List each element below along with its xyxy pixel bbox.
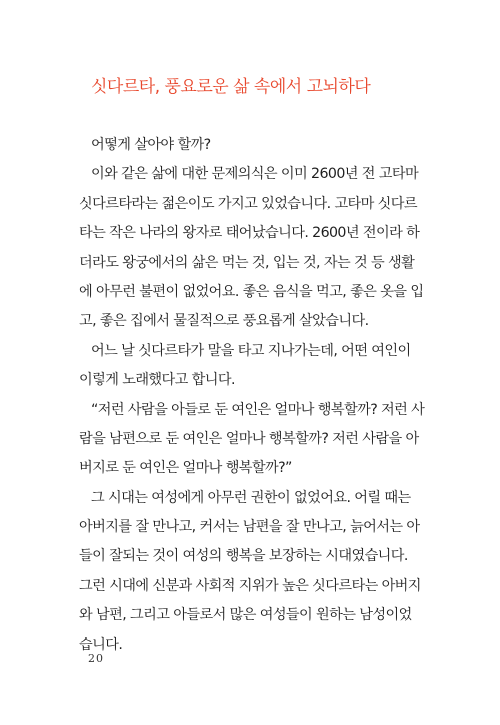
- text-line: 습니다.: [79, 636, 123, 653]
- text-line: 에 아무런 불편이 없었어요. 좋은 음식을 먹고, 좋은 옷을 입: [79, 283, 424, 300]
- text-line: 이렇게 노래했다고 합니다.: [79, 372, 235, 389]
- text-line: “저런 사람을 아들로 둔 여인은 얼마나 행복할까? 저런 사: [91, 401, 425, 418]
- text-line: 들이 잘되는 것이 여성의 행복을 보장하는 시대였습니다.: [79, 548, 408, 565]
- text-line: 와 남편, 그리고 아들로서 많은 여성들이 원하는 남성이었: [79, 607, 412, 624]
- text-line: 아버지를 잘 만나고, 커서는 남편을 잘 만나고, 늙어서는 아: [79, 519, 420, 536]
- section-heading: 싯다르타, 풍요로운 삶 속에서 고뇌하다: [91, 77, 371, 97]
- page-number: 20: [88, 652, 104, 665]
- text-line: 타는 작은 나라의 왕자로 태어났습니다. 2600년 전이라 하: [79, 225, 420, 242]
- text-line: 어떻게 살아야 할까?: [91, 137, 211, 153]
- text-line: 싯다르타라는 젊은이도 가지고 있었습니다. 고타마 싯다르: [79, 195, 417, 212]
- text-line: 고, 좋은 집에서 물질적으로 풍요롭게 살았습니다.: [79, 313, 369, 330]
- text-line: 그 시대는 여성에게 아무런 권한이 없었어요. 어릴 때는: [91, 489, 411, 506]
- text-line: 그런 시대에 신분과 사회적 지위가 높은 싯다르타는 아버지: [79, 577, 421, 594]
- text-line: 이와 같은 삶에 대한 문제의식은 이미 2600년 전 고타마: [91, 166, 419, 183]
- text-line: 버지로 둔 여인은 얼마나 행복할까?”: [79, 460, 292, 477]
- text-line: 더라도 왕궁에서의 삶은 먹는 것, 입는 것, 자는 것 등 생활: [79, 254, 415, 271]
- text-line: 어느 날 싯다르타가 말을 타고 지나가는데, 어떤 여인이: [91, 342, 411, 359]
- text-line: 람을 남편으로 둔 여인은 얼마나 행복할까? 저런 사람을 아: [79, 430, 419, 447]
- body-text: [79, 131, 425, 660]
